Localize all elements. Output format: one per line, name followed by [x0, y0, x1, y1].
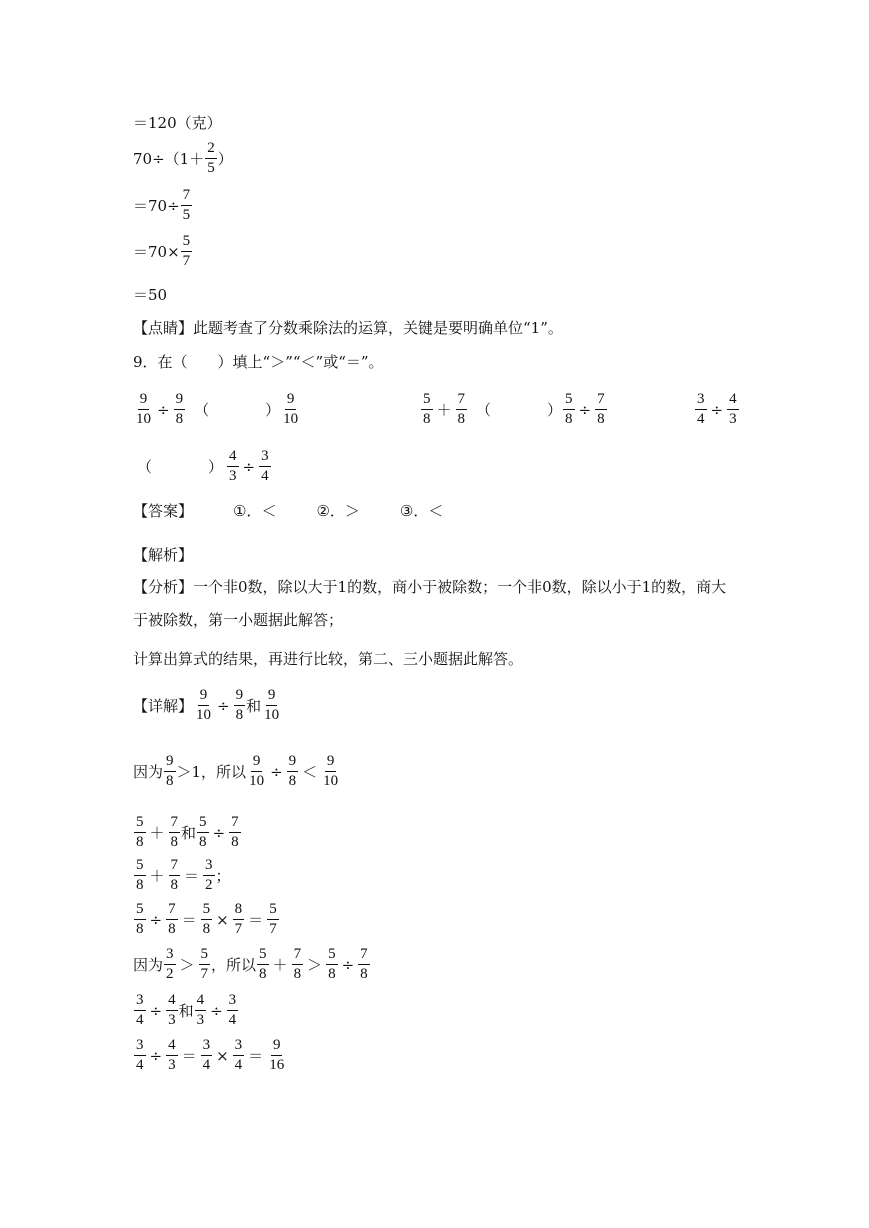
fraction: $\frac{4}{3}$: [196, 992, 205, 1028]
calc-line-5: [133, 284, 167, 305]
xiangjie-line-5: $\frac{5}{8}$ ÷ $\frac{7}{8}$ ＝ $\frac{5}{8}$ × $\frac{8}{7}$ ＝ $\frac{5}{7}$: [136, 901, 277, 937]
fraction: $\frac{9}{8}$: [288, 753, 297, 789]
fraction: $\frac{9}{16}$: [269, 1037, 285, 1073]
fraction: $\frac{8}{7}$: [234, 901, 243, 937]
xiangjie-line-8: $\frac{3}{4}$ ÷ $\frac{4}{3}$ ＝ $\frac{3}{4}$ × $\frac{3}{4}$ ＝ $\frac{9}{16}$: [136, 1037, 285, 1073]
question-9-title: 9．在（ ）填上“＞”“＜”或“＝”。: [133, 353, 384, 371]
calc-text: 70÷（1＋: [133, 150, 205, 168]
jiexi-label: 【解析】: [133, 546, 194, 564]
fraction: $\frac{3}{4}$: [261, 448, 269, 484]
xiangjie-line-2: 因为 $\frac{9}{8}$ ＞1，所以 $\frac{9}{10}$ ÷ $\frac{9}{8}$ ＜ $\frac{9}{10}$: [133, 753, 339, 789]
answer-label: 【答案】: [133, 502, 194, 520]
fraction: $\frac{7}{8}$: [597, 391, 605, 427]
answer-3: ③．＜: [399, 502, 444, 520]
fraction: $\frac{9}{10}$: [196, 687, 212, 723]
fraction: $\frac{7}{8}$: [168, 901, 176, 937]
fraction: $\frac{5}{8}$: [136, 857, 144, 893]
fraction: $\frac{7}{8}$: [170, 814, 179, 850]
fraction: $\frac{3}{2}$: [205, 857, 213, 893]
calc-line-2: [133, 141, 233, 176]
fraction: $\frac{3}{4}$: [228, 992, 237, 1028]
q9-expr-3-left: $\frac{3}{4}$ ÷ $\frac{4}{3}$: [697, 391, 737, 427]
fraction: $\frac{7}{8}$: [457, 391, 466, 427]
fraction: $\frac{9}{10}$: [136, 391, 151, 427]
fraction: $\frac{2}{5}$: [207, 140, 215, 176]
fraction: $\frac{4}{3}$: [168, 992, 176, 1028]
xiangjie-line-3: $\frac{5}{8}$ ＋ $\frac{7}{8}$ 和 $\frac{5}{8}$ ÷ $\frac{7}{8}$: [136, 814, 239, 850]
fraction: $\frac{5}{8}$: [565, 391, 573, 427]
fraction: $\frac{4}{3}$: [229, 448, 237, 484]
answer-blank-close: ）: [547, 401, 563, 419]
calc-text: ＝70×: [133, 243, 180, 261]
fraction: $\frac{9}{8}$: [166, 753, 174, 789]
fraction: $\frac{5}{8}$: [202, 901, 211, 937]
fraction: $\frac{9}{10}$: [249, 753, 265, 789]
fraction: $\frac{5}{8}$: [136, 814, 144, 850]
xiangjie-line-4: $\frac{5}{8}$ ＋ $\frac{7}{8}$ ＝ $\frac{3}{2}$ ；: [136, 857, 231, 893]
answer-blank-close: ）: [265, 401, 281, 419]
q9-expr-1: $\frac{9}{10}$ ÷ $\frac{9}{8}$ （ ） $\frac{9}{10}$: [136, 391, 299, 427]
fraction: $\frac{5}{8}$: [199, 814, 207, 850]
fraction: $\frac{5}{8}$: [136, 901, 144, 937]
fraction: $\frac{7}{8}$: [360, 946, 368, 982]
fenxi-line-2: 计算出算式的结果，再进行比较，第二、三小题据此解答。: [133, 650, 524, 668]
fraction: $\frac{3}{4}$: [234, 1037, 243, 1073]
fraction: $\frac{7}{8}$: [293, 946, 302, 982]
fraction: $\frac{9}{8}$: [175, 391, 184, 427]
fraction: $\frac{5}{7}$: [182, 233, 191, 269]
answer-1: ①．＜: [233, 502, 277, 520]
answer-blank-open: （: [137, 458, 153, 476]
answer-line: [133, 500, 443, 521]
calc-line-3: [133, 188, 193, 223]
q9-expr-2: $\frac{5}{8}$ ＋ $\frac{7}{8}$ （ ） $\frac{5}{8}$ ÷ $\frac{7}{8}$: [423, 391, 605, 427]
q9-expr-3-right: （ ） $\frac{4}{3}$ ÷ $\frac{3}{4}$: [137, 448, 269, 484]
fraction: $\frac{4}{3}$: [729, 391, 737, 427]
fraction: $\frac{9}{8}$: [235, 687, 244, 723]
xiangjie-label: 【详解】: [133, 697, 194, 715]
fraction: $\frac{9}{10}$: [283, 391, 299, 427]
fenxi-paragraph: 【分析】一个非0数，除以大于1的数，商小于被除数；一个非0数，除以小于1的数，商大于被除数，第一小题据此解答；: [133, 578, 727, 629]
fraction: $\frac{3}{4}$: [202, 1037, 211, 1073]
fraction: $\frac{9}{10}$: [264, 687, 280, 723]
fraction: $\frac{7}{8}$: [231, 814, 239, 850]
fraction: $\frac{3}{4}$: [697, 391, 705, 427]
xiangjie-line-1: 【详解】 $\frac{9}{10}$ ÷ $\frac{9}{8}$ 和 $\frac{9}{10}$: [133, 687, 280, 723]
fraction: $\frac{7}{8}$: [170, 857, 179, 893]
answer-2: ②．＞: [316, 502, 360, 520]
calc-text: ＝120（克）: [133, 114, 222, 132]
answer-blank-open: （: [194, 401, 210, 419]
calc-text: ＝50: [133, 286, 168, 304]
calc-text: ＝70÷: [133, 197, 180, 215]
calc-text: ）: [217, 150, 233, 168]
xiangjie-line-6: 因为 $\frac{3}{2}$ ＞ $\frac{5}{7}$ ，所以 $\frac{5}{8}$ ＋ $\frac{7}{8}$ ＞ $\frac{5}{8}$ ÷ $\frac{7}{8}$: [133, 946, 368, 982]
dianjing: 【点睛】此题考查了分数乘除法的运算，关键是要明确单位“1”。: [133, 319, 563, 337]
fraction: $\frac{7}{5}$: [182, 187, 191, 223]
fraction: $\frac{4}{3}$: [168, 1037, 176, 1073]
calc-line-4: [133, 234, 193, 269]
fraction: $\frac{5}{8}$: [423, 391, 431, 427]
fraction: $\frac{3}{4}$: [136, 1037, 144, 1073]
fraction: $\frac{3}{2}$: [166, 946, 174, 982]
fraction: $\frac{9}{10}$: [323, 753, 339, 789]
fraction: $\frac{5}{8}$: [328, 946, 336, 982]
fraction: $\frac{3}{4}$: [136, 992, 144, 1028]
answer-blank-open: （: [476, 401, 492, 419]
answer-blank-close: ）: [208, 458, 224, 476]
fraction: $\frac{5}{7}$: [269, 901, 277, 937]
fraction: $\frac{5}{8}$: [259, 946, 267, 982]
xiangjie-line-7: $\frac{3}{4}$ ÷ $\frac{4}{3}$ 和 $\frac{4}{3}$ ÷ $\frac{3}{4}$: [136, 992, 237, 1028]
calc-line-1: [133, 112, 222, 133]
fraction: $\frac{5}{7}$: [200, 946, 209, 982]
